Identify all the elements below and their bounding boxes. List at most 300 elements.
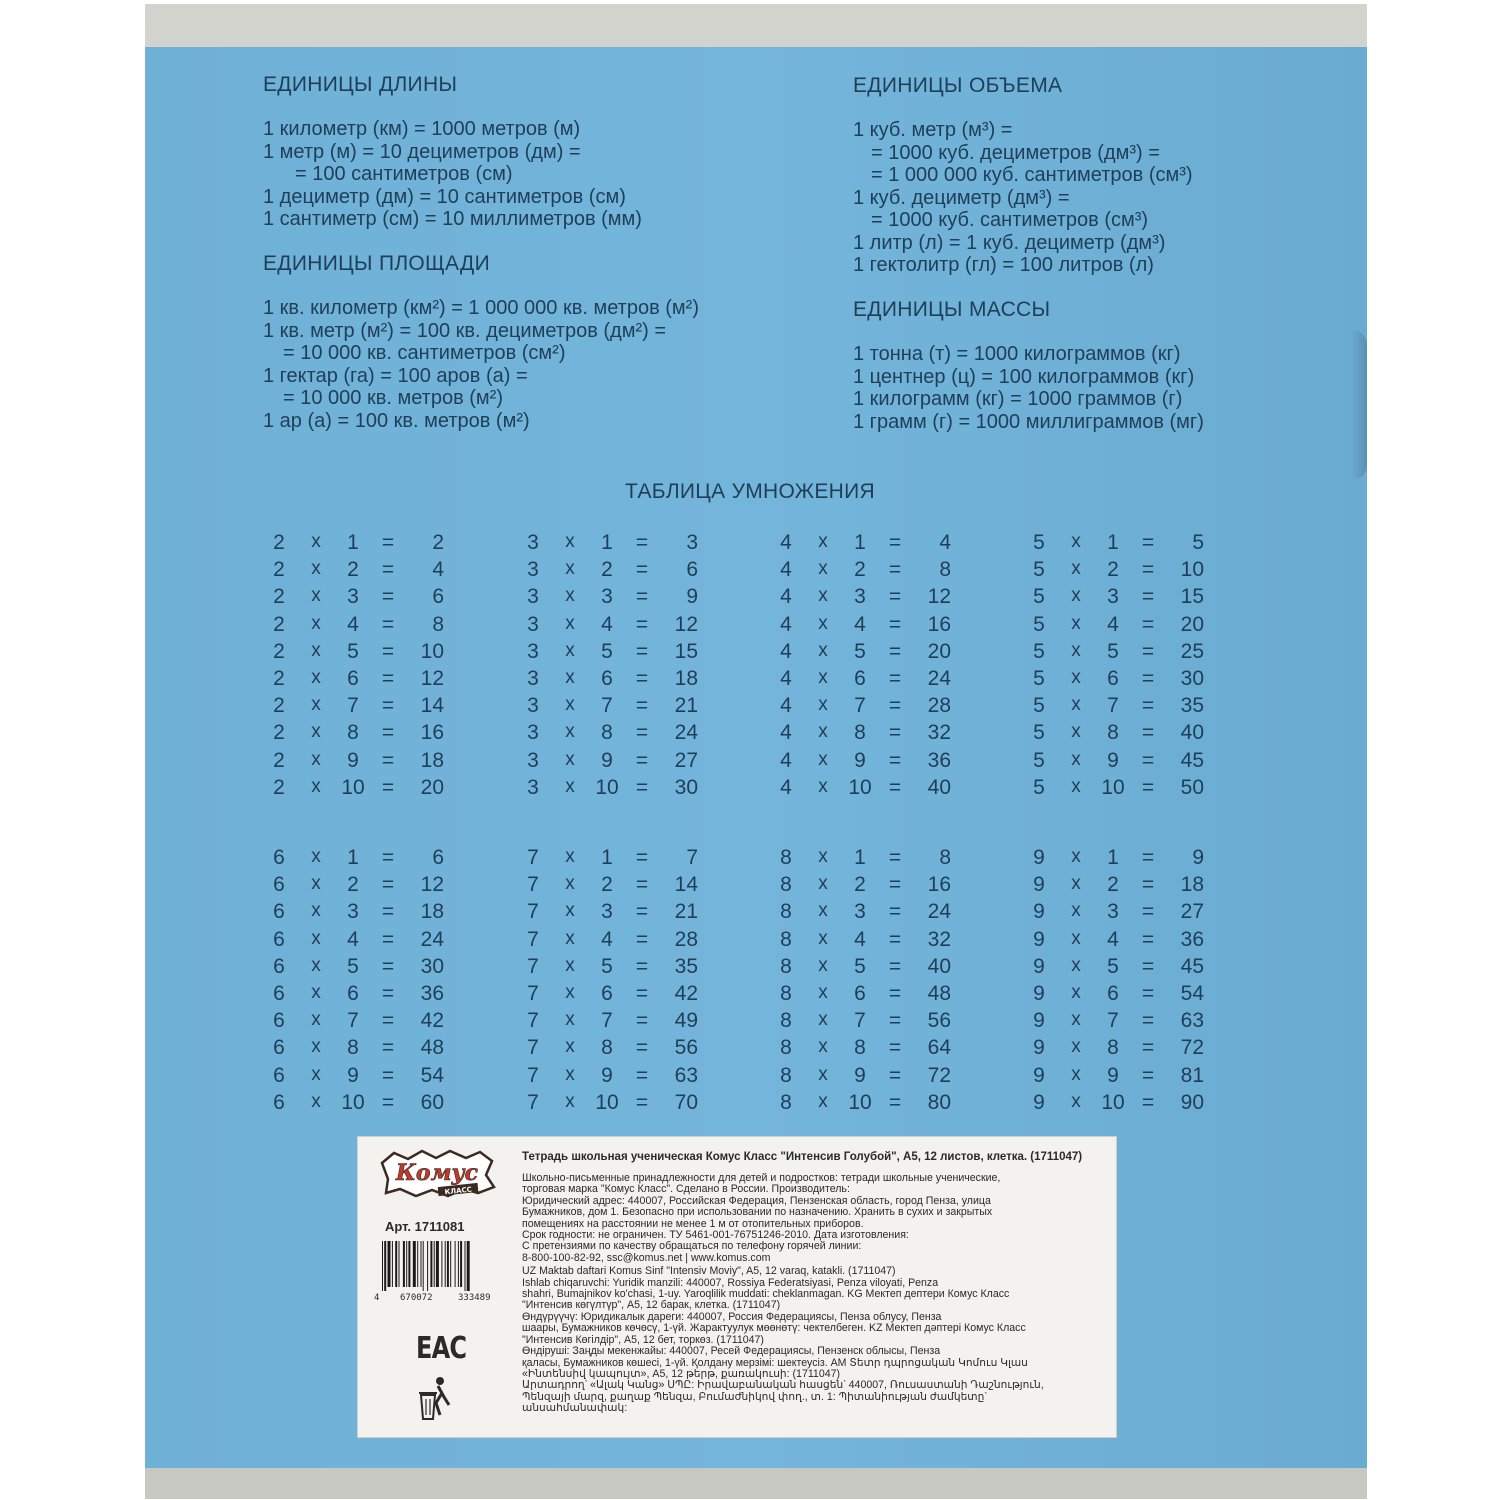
multiplication-row (779, 982, 979, 1009)
multiplication-row (526, 1036, 726, 1063)
product: 18 (674, 666, 698, 690)
times-sign: х (818, 1090, 828, 1112)
equals-sign: = (635, 981, 649, 1005)
equals-sign: = (635, 1009, 649, 1033)
multiplier: 5 (601, 639, 613, 663)
product: 18 (420, 900, 444, 924)
times-sign: х (311, 748, 321, 770)
volume-line: 1 литр (л) = 1 куб. дециметр (дм³) (853, 231, 1166, 254)
multiplicand: 2 (273, 748, 285, 772)
times-sign: х (818, 1009, 828, 1031)
equals-sign: = (1141, 873, 1155, 897)
multiplier: 3 (854, 900, 866, 924)
times-sign: х (1071, 1090, 1081, 1112)
equals-sign: = (888, 900, 902, 924)
times-sign: х (311, 954, 321, 976)
product: 24 (927, 666, 951, 690)
times-sign: х (1071, 775, 1081, 797)
equals-sign: = (381, 531, 395, 554)
product: 40 (927, 954, 951, 978)
equals-sign: = (888, 721, 902, 745)
equals-sign: = (381, 927, 395, 951)
product: 3 (686, 531, 698, 554)
multiplier: 10 (341, 1090, 365, 1114)
multiplicand: 9 (1033, 1009, 1045, 1033)
times-sign: х (565, 721, 575, 743)
multiplicand: 7 (527, 981, 539, 1005)
multiplicand: 2 (273, 694, 285, 718)
multiplicand: 5 (1033, 748, 1045, 772)
area-heading: ЕДИНИЦЫ ПЛОЩАДИ (263, 252, 490, 275)
equals-sign: = (1141, 694, 1155, 718)
multiplication-table-3 (526, 531, 726, 803)
equals-sign: = (1141, 612, 1155, 636)
multiplier: 1 (347, 531, 359, 554)
times-sign: х (565, 612, 575, 634)
multiplier: 2 (347, 558, 359, 582)
times-sign: х (818, 900, 828, 922)
multiplicand: 2 (273, 639, 285, 663)
multiplicand: 8 (780, 954, 792, 978)
times-sign: х (818, 954, 828, 976)
product: 6 (432, 846, 444, 869)
equals-sign: = (635, 775, 649, 799)
times-sign: х (1071, 873, 1081, 895)
equals-sign: = (888, 531, 902, 554)
times-sign: х (818, 981, 828, 1003)
multiplicand: 2 (273, 721, 285, 745)
times-sign: х (311, 694, 321, 716)
label-text-line: Պենզայի մարզ, քաղաք Պենզա, Բումաժնիկով փող., տ. 1: Պիտանիության ժամկետը՝ (522, 1391, 987, 1403)
multiplication-row (526, 613, 726, 640)
label-text-line: С претензиями по качеству обращаться по телефону горячей линии: (522, 1241, 862, 1253)
equals-sign: = (381, 873, 395, 897)
times-sign: х (818, 612, 828, 634)
product: 7 (686, 846, 698, 869)
length-line: 1 сантиметр (см) = 10 миллиметров (мм) (263, 208, 642, 230)
multiplier: 6 (854, 666, 866, 690)
multiplication-row (779, 776, 979, 803)
multiplier: 6 (1107, 666, 1119, 690)
times-sign: х (311, 558, 321, 580)
multiplicand: 4 (780, 666, 792, 690)
multiplication-row (272, 928, 472, 955)
multiplication-row (1032, 900, 1232, 927)
multiplier: 5 (601, 954, 613, 978)
multiplication-row (1032, 531, 1232, 558)
multiplier: 10 (595, 1090, 619, 1114)
equals-sign: = (635, 721, 649, 745)
equals-sign: = (1141, 927, 1155, 951)
logo-subtext: КЛАСС (444, 1185, 473, 1197)
multiplicand: 2 (273, 612, 285, 636)
multiplication-row (272, 585, 472, 612)
times-sign: х (565, 846, 575, 867)
multiplicand: 5 (1033, 531, 1045, 554)
equals-sign: = (635, 1036, 649, 1060)
multiplication-row (1032, 1091, 1232, 1118)
multiplier: 9 (1107, 1063, 1119, 1087)
multiplicand: 6 (273, 927, 285, 951)
equals-sign: = (635, 954, 649, 978)
multiplier: 5 (347, 954, 359, 978)
times-sign: х (1071, 981, 1081, 1003)
product: 15 (674, 639, 698, 663)
product: 2 (432, 531, 444, 554)
product: 36 (1180, 927, 1204, 951)
multiplier: 2 (601, 873, 613, 897)
product: 16 (927, 873, 951, 897)
product: 32 (927, 927, 951, 951)
equals-sign: = (635, 585, 649, 609)
multiplication-row (272, 640, 472, 667)
product: 8 (939, 846, 951, 869)
equals-sign: = (888, 558, 902, 582)
multiplier: 3 (347, 585, 359, 609)
komus-logo-icon (378, 1149, 496, 1199)
equals-sign: = (888, 1063, 902, 1087)
equals-sign: = (1141, 721, 1155, 745)
multiplier: 5 (347, 639, 359, 663)
label-text-line: Юридический адрес: 440007, Российская Федерация, Пензенская область, город Пенза, улица (522, 1195, 991, 1207)
times-sign: х (565, 585, 575, 607)
product: 30 (420, 954, 444, 978)
equals-sign: = (381, 612, 395, 636)
product: 20 (1180, 612, 1204, 636)
product: 6 (686, 558, 698, 582)
times-sign: х (565, 558, 575, 580)
multiplier: 2 (347, 873, 359, 897)
product: 18 (1180, 873, 1204, 897)
multiplication-row (779, 558, 979, 585)
area-line: 1 кв. километр (км²) = 1 000 000 кв. метров (м²) (263, 297, 699, 319)
times-sign: х (311, 721, 321, 743)
times-sign: х (1071, 846, 1081, 867)
multiplicand: 5 (1033, 558, 1045, 582)
volume-line: = 1 000 000 куб. сантиметров (см³) (871, 164, 1193, 186)
times-sign: х (818, 846, 828, 867)
label-text-line: помещениях на расстоянии не менее 1 м от отопительных приборов. (522, 1218, 864, 1230)
times-sign: х (311, 666, 321, 688)
equals-sign: = (635, 927, 649, 951)
cover-fold-shadow (1352, 330, 1367, 480)
multiplier: 3 (1107, 900, 1119, 924)
multiplication-table-4 (779, 531, 979, 803)
length-list (263, 118, 642, 231)
label-text-line: "Интенсив Көгілдір", А5, 12 бет, торкөз. (1711047) (522, 1334, 764, 1346)
times-sign: х (818, 1036, 828, 1058)
multiplication-row (526, 1091, 726, 1118)
multiplication-row (779, 749, 979, 776)
times-sign: х (818, 558, 828, 580)
volume-line: = 1000 куб. сантиметров (см³) (871, 209, 1149, 231)
barcode-digits: 333489 (458, 1293, 491, 1303)
multiplicand: 9 (1033, 873, 1045, 897)
multiplier: 9 (601, 1063, 613, 1087)
times-sign: х (565, 775, 575, 797)
times-sign: х (311, 1009, 321, 1031)
barcode-icon (378, 1241, 508, 1291)
product: 48 (420, 1036, 444, 1060)
product: 56 (674, 1036, 698, 1060)
equals-sign: = (888, 927, 902, 951)
times-sign: х (311, 585, 321, 607)
equals-sign: = (1141, 775, 1155, 799)
multiplication-row (779, 667, 979, 694)
multiplier: 10 (1101, 1090, 1125, 1114)
multiplicand: 5 (1033, 775, 1045, 799)
multiplicand: 9 (1033, 1090, 1045, 1114)
times-sign: х (311, 1090, 321, 1112)
multiplication-row (526, 846, 726, 873)
times-sign: х (1071, 558, 1081, 580)
times-sign: х (818, 775, 828, 797)
multiplier: 6 (854, 981, 866, 1005)
multiplier: 7 (347, 1009, 359, 1033)
multiplier: 8 (347, 721, 359, 745)
multiplicand: 4 (780, 775, 792, 799)
multiplication-row (779, 531, 979, 558)
multiplication-row (1032, 1009, 1232, 1036)
multiplication-row (272, 846, 472, 873)
times-sign: х (1071, 1036, 1081, 1058)
multiplication-row (526, 585, 726, 612)
times-sign: х (565, 873, 575, 895)
barcode-digit: 4 (374, 1293, 380, 1303)
multiplicand: 7 (527, 873, 539, 897)
multiplier: 5 (1107, 639, 1119, 663)
times-sign: х (311, 612, 321, 634)
product: 28 (927, 694, 951, 718)
times-sign: х (1071, 694, 1081, 716)
multiplication-table-7 (526, 846, 726, 1118)
multiplication-table-9 (1032, 846, 1232, 1118)
equals-sign: = (381, 1090, 395, 1114)
multiplication-row (1032, 585, 1232, 612)
equals-sign: = (888, 1009, 902, 1033)
equals-sign: = (1141, 531, 1155, 554)
area-line: = 10 000 кв. метров (м²) (283, 387, 503, 409)
equals-sign: = (381, 666, 395, 690)
product: 12 (420, 873, 444, 897)
multiplicand: 5 (1033, 666, 1045, 690)
multiplicand: 6 (273, 981, 285, 1005)
times-sign: х (311, 531, 321, 552)
multiplicand: 6 (273, 954, 285, 978)
multiplier: 10 (1101, 775, 1125, 799)
multiplication-row (526, 667, 726, 694)
equals-sign: = (381, 1009, 395, 1033)
multiplicand: 5 (1033, 639, 1045, 663)
times-sign: х (311, 873, 321, 895)
multiplicand: 7 (527, 900, 539, 924)
multiplicand: 3 (527, 531, 539, 554)
multiplier: 9 (854, 748, 866, 772)
equals-sign: = (888, 694, 902, 718)
multiplicand: 6 (273, 1063, 285, 1087)
multiplicand: 9 (1033, 846, 1045, 869)
mass-line: 1 грамм (г) = 1000 миллиграммов (мг) (853, 410, 1204, 433)
multiplication-row (779, 640, 979, 667)
equals-sign: = (1141, 981, 1155, 1005)
multiplicand: 8 (780, 1036, 792, 1060)
times-sign: х (565, 981, 575, 1003)
multiplication-row (779, 955, 979, 982)
multiplier: 7 (854, 694, 866, 718)
multiplicand: 4 (780, 558, 792, 582)
multiplication-row (272, 873, 472, 900)
times-sign: х (311, 1036, 321, 1058)
multiplier: 3 (601, 585, 613, 609)
multiplication-row (526, 721, 726, 748)
equals-sign: = (1141, 1009, 1155, 1033)
multiplier: 4 (1107, 612, 1119, 636)
product: 24 (927, 900, 951, 924)
multiplication-row (272, 531, 472, 558)
multiplication-table-5 (1032, 531, 1232, 803)
multiplicand: 3 (527, 694, 539, 718)
multiplier: 5 (854, 639, 866, 663)
times-sign: х (818, 694, 828, 716)
multiplication-title: ТАБЛИЦА УМНОЖЕНИЯ (625, 480, 875, 503)
product: 30 (674, 775, 698, 799)
multiplication-row (1032, 749, 1232, 776)
volume-list (853, 119, 1193, 277)
times-sign: х (565, 1036, 575, 1058)
equals-sign: = (1141, 558, 1155, 582)
multiplier: 4 (854, 927, 866, 951)
multiplier: 6 (347, 666, 359, 690)
times-sign: х (565, 927, 575, 949)
multiplicand: 6 (273, 1090, 285, 1114)
label-text-line: UZ Maktab daftari Komus Sinf "Intensiv Moviy", A5, 12 varaq, katakli. (1711047) (522, 1266, 896, 1278)
equals-sign: = (635, 531, 649, 554)
product: 63 (674, 1063, 698, 1087)
product: 4 (939, 531, 951, 554)
product: 80 (927, 1090, 951, 1114)
mass-list (853, 343, 1204, 433)
multiplicand: 8 (780, 1063, 792, 1087)
equals-sign: = (1141, 846, 1155, 869)
product: 12 (927, 585, 951, 609)
equals-sign: = (381, 900, 395, 924)
label-text-line: Ishlab chiqaruvchi: Yuridik manzili: 440007, Rossiya Federatsiyasi, Penza viloyati, Penza (522, 1277, 939, 1289)
mass-line: 1 тонна (т) = 1000 килограммов (кг) (853, 343, 1181, 365)
multiplier: 7 (1107, 1009, 1119, 1033)
multiplicand: 9 (1033, 927, 1045, 951)
product: 18 (420, 748, 444, 772)
multiplication-row (1032, 1064, 1232, 1091)
product: 49 (674, 1009, 698, 1033)
multiplication-row (272, 721, 472, 748)
multiplicand: 9 (1033, 981, 1045, 1005)
multiplicand: 5 (1033, 721, 1045, 745)
volume-line: 1 куб. дециметр (дм³) = (853, 186, 1070, 209)
area-line: 1 кв. метр (м²) = 100 кв. дециметров (дм²) = (263, 319, 667, 342)
times-sign: х (1071, 1063, 1081, 1085)
equals-sign: = (381, 748, 395, 772)
multiplicand: 5 (1033, 694, 1045, 718)
times-sign: х (565, 1090, 575, 1112)
multiplicand: 6 (273, 1036, 285, 1060)
multiplier: 10 (848, 775, 872, 799)
label-text-line: шаары, Бумажников көчөсү, 1-үй. Жарактуулук мөөнөтү: чектелбеген. KZ Мектеп дәптері Комус Класс (522, 1323, 1026, 1335)
product: 54 (1180, 981, 1204, 1005)
multiplicand: 3 (527, 721, 539, 745)
product: 56 (927, 1009, 951, 1033)
equals-sign: = (1141, 1090, 1155, 1114)
multiplier: 8 (347, 1036, 359, 1060)
multiplication-row (779, 1064, 979, 1091)
multiplicand: 2 (273, 531, 285, 554)
multiplicand: 4 (780, 694, 792, 718)
multiplier: 1 (601, 846, 613, 869)
multiplication-row (1032, 873, 1232, 900)
product: 8 (939, 558, 951, 582)
length-line: 1 метр (м) = 10 дециметров (дм) = (263, 140, 581, 163)
multiplication-row (526, 558, 726, 585)
multiplication-row (1032, 982, 1232, 1009)
equals-sign: = (635, 694, 649, 718)
equals-sign: = (888, 666, 902, 690)
product: 42 (674, 981, 698, 1005)
multiplier: 2 (1107, 558, 1119, 582)
multiplication-row (1032, 721, 1232, 748)
product: 6 (432, 585, 444, 609)
multiplication-row (779, 900, 979, 927)
times-sign: х (565, 748, 575, 770)
multiplication-row (779, 613, 979, 640)
product: 32 (927, 721, 951, 745)
multiplier: 4 (601, 612, 613, 636)
equals-sign: = (381, 981, 395, 1005)
multiplicand: 9 (1033, 900, 1045, 924)
multiplier: 6 (601, 981, 613, 1005)
product: 5 (1192, 531, 1204, 554)
multiplication-row (1032, 694, 1232, 721)
product: 70 (674, 1090, 698, 1114)
product-label (357, 1136, 1117, 1438)
multiplication-row (526, 640, 726, 667)
trash-bin-icon (418, 1375, 452, 1423)
product: 20 (927, 639, 951, 663)
product: 63 (1180, 1009, 1204, 1033)
times-sign: х (565, 1009, 575, 1031)
multiplicand: 8 (780, 1009, 792, 1033)
multiplicand: 7 (527, 927, 539, 951)
multiplicand: 9 (1033, 954, 1045, 978)
equals-sign: = (635, 639, 649, 663)
article-number: Арт. 1711081 (385, 1219, 465, 1234)
times-sign: х (311, 846, 321, 867)
multiplier: 4 (347, 927, 359, 951)
mass-line: 1 центнер (ц) = 100 килограммов (кг) (853, 365, 1195, 388)
times-sign: х (818, 639, 828, 661)
label-text-line: Արտադրող՝ «Ալակ Կանց» ՍՊԸ: Իրավաբանական հասցեն՝ 440007, Ռուսաստանի Դաշնություն, (522, 1380, 1044, 1392)
equals-sign: = (381, 1036, 395, 1060)
equals-sign: = (1141, 900, 1155, 924)
multiplier: 6 (347, 981, 359, 1005)
times-sign: х (1071, 639, 1081, 661)
product: 35 (674, 954, 698, 978)
multiplication-row (272, 1009, 472, 1036)
multiplier: 1 (854, 846, 866, 869)
multiplier: 8 (854, 1036, 866, 1060)
multiplier: 9 (1107, 748, 1119, 772)
times-sign: х (565, 1063, 575, 1085)
times-sign: х (818, 531, 828, 552)
equals-sign: = (635, 612, 649, 636)
